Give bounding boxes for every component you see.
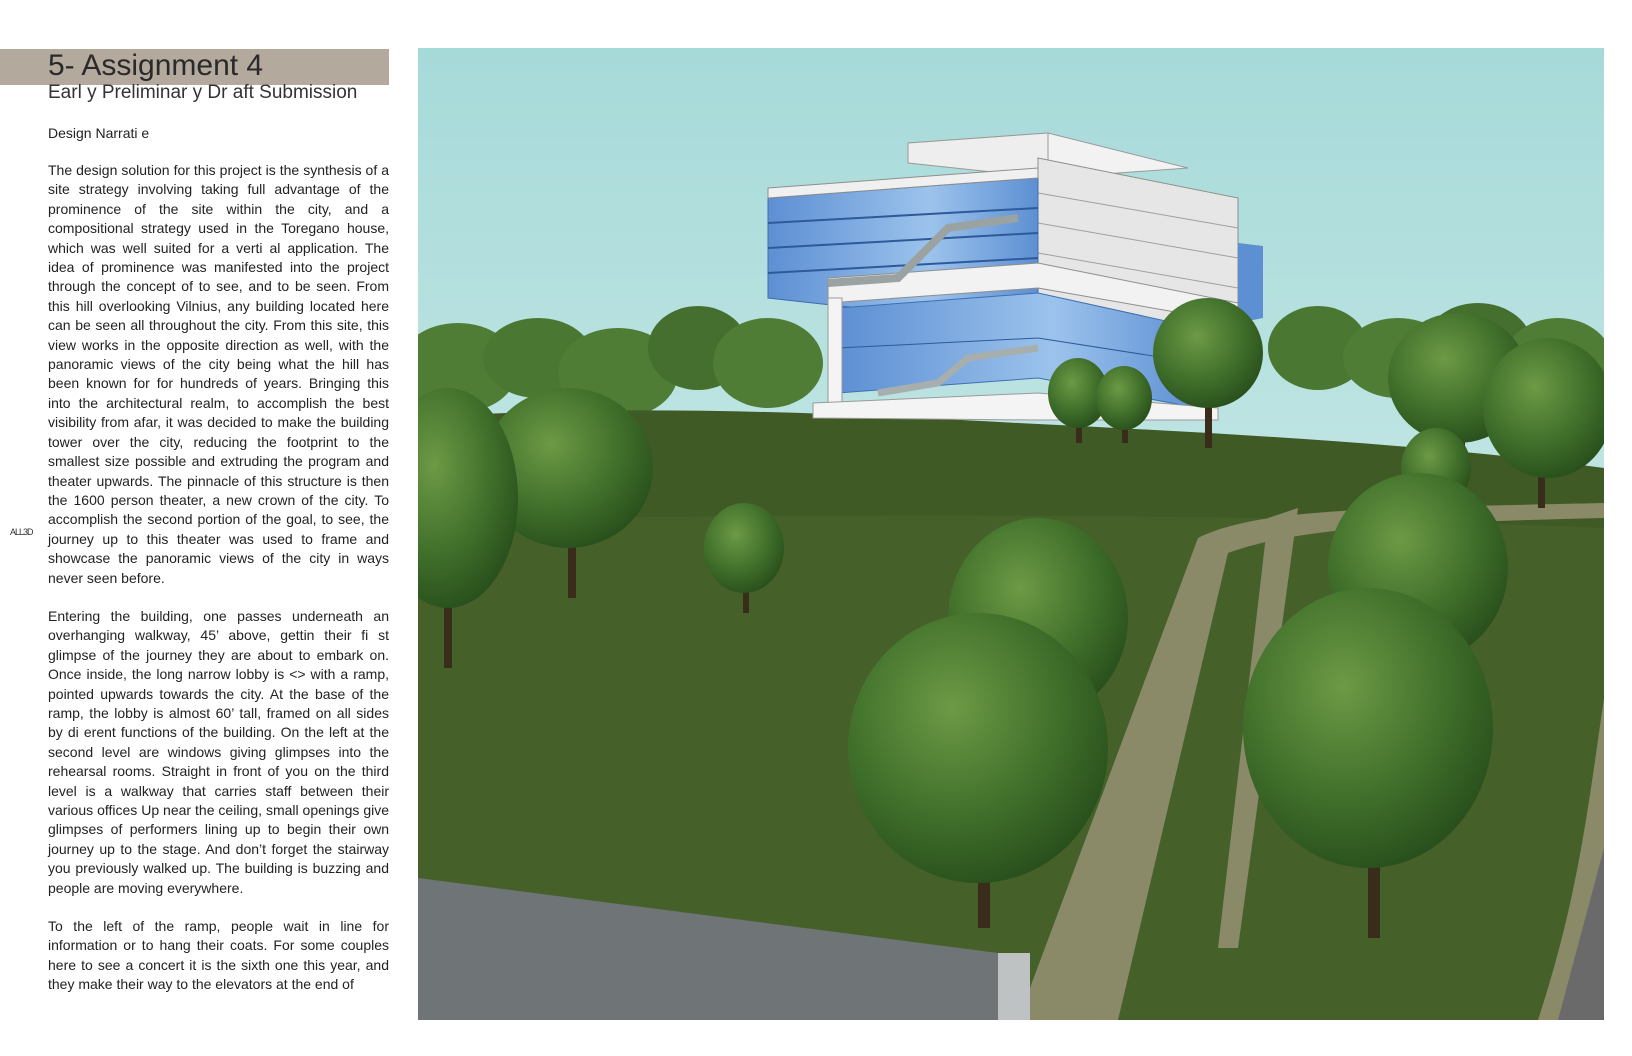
paragraph: The design solution for this project is the synthesis of a site strategy involving taking full advantage of the prominence of the site within the city, and a compositional strategy used in the Toregano house, which was well suited for a verti al application. The idea of prominence was manifested into the project through the concept of to see, and to be seen. From this hill overlooking Vilnius, any building located here can be seen all throughout the city. From this site, this view works in the opposite direction as well, with the panoramic views of the city being what the hill has been known for for hundreds of years. Bringing this into the architectural realm, to accomplish the best visibility from afar, it was decided to make the building tower over the city, reducing the footprint to the smallest size possible and extruding the program and theater upwards. The pinnacle of this structure is then the 1600 person theater, a new crown of the city. To accomplish the second portion of the goal, to see, the journey up to this theater was used to frame and showcase the panoramic views of the city in ways never seen before. bbox=[48, 162, 389, 586]
page-subtitle: Earl y Preliminar y Dr aft Submission bbox=[48, 82, 358, 103]
page-title: 5- Assignment 4 bbox=[48, 49, 264, 82]
paragraph: To the left of the ramp, people wait in line for information or to hang their coats. For some couples here to see a concert it is the sixth one this year, and they make their way to the elevators at the end of bbox=[48, 918, 389, 993]
section-heading: Design Narrati e bbox=[48, 125, 150, 141]
paragraph: Entering the building, one passes underneath an overhanging walkway, 45’ above, gettin their fi st glimpse of the journey they are about to embark on. Once inside, the long narrow lobby is <> with a ramp, pointed upwards towards the city. At the base of the ramp, the lobby is almost 60’ tall, framed on all sides by di erent functions of the building. On the left at the second level are windows giving glimpses into the rehearsal rooms. Straight in front of you on the third level is a walkway that carries staff between their various offices Up near the ceiling, small openings give glimpses of performers lining up to begin their own journey up to the stage. And don’t forget the stairway you previously walked up. The building is buzzing and people are moving everywhere. bbox=[48, 607, 389, 896]
foreground-wall-side bbox=[998, 953, 1030, 1020]
building-rendering bbox=[418, 48, 1604, 1020]
page-marker: ALL3D bbox=[10, 527, 33, 537]
rendering-illustration bbox=[418, 48, 1604, 1020]
narrative-text bbox=[48, 161, 389, 1014]
